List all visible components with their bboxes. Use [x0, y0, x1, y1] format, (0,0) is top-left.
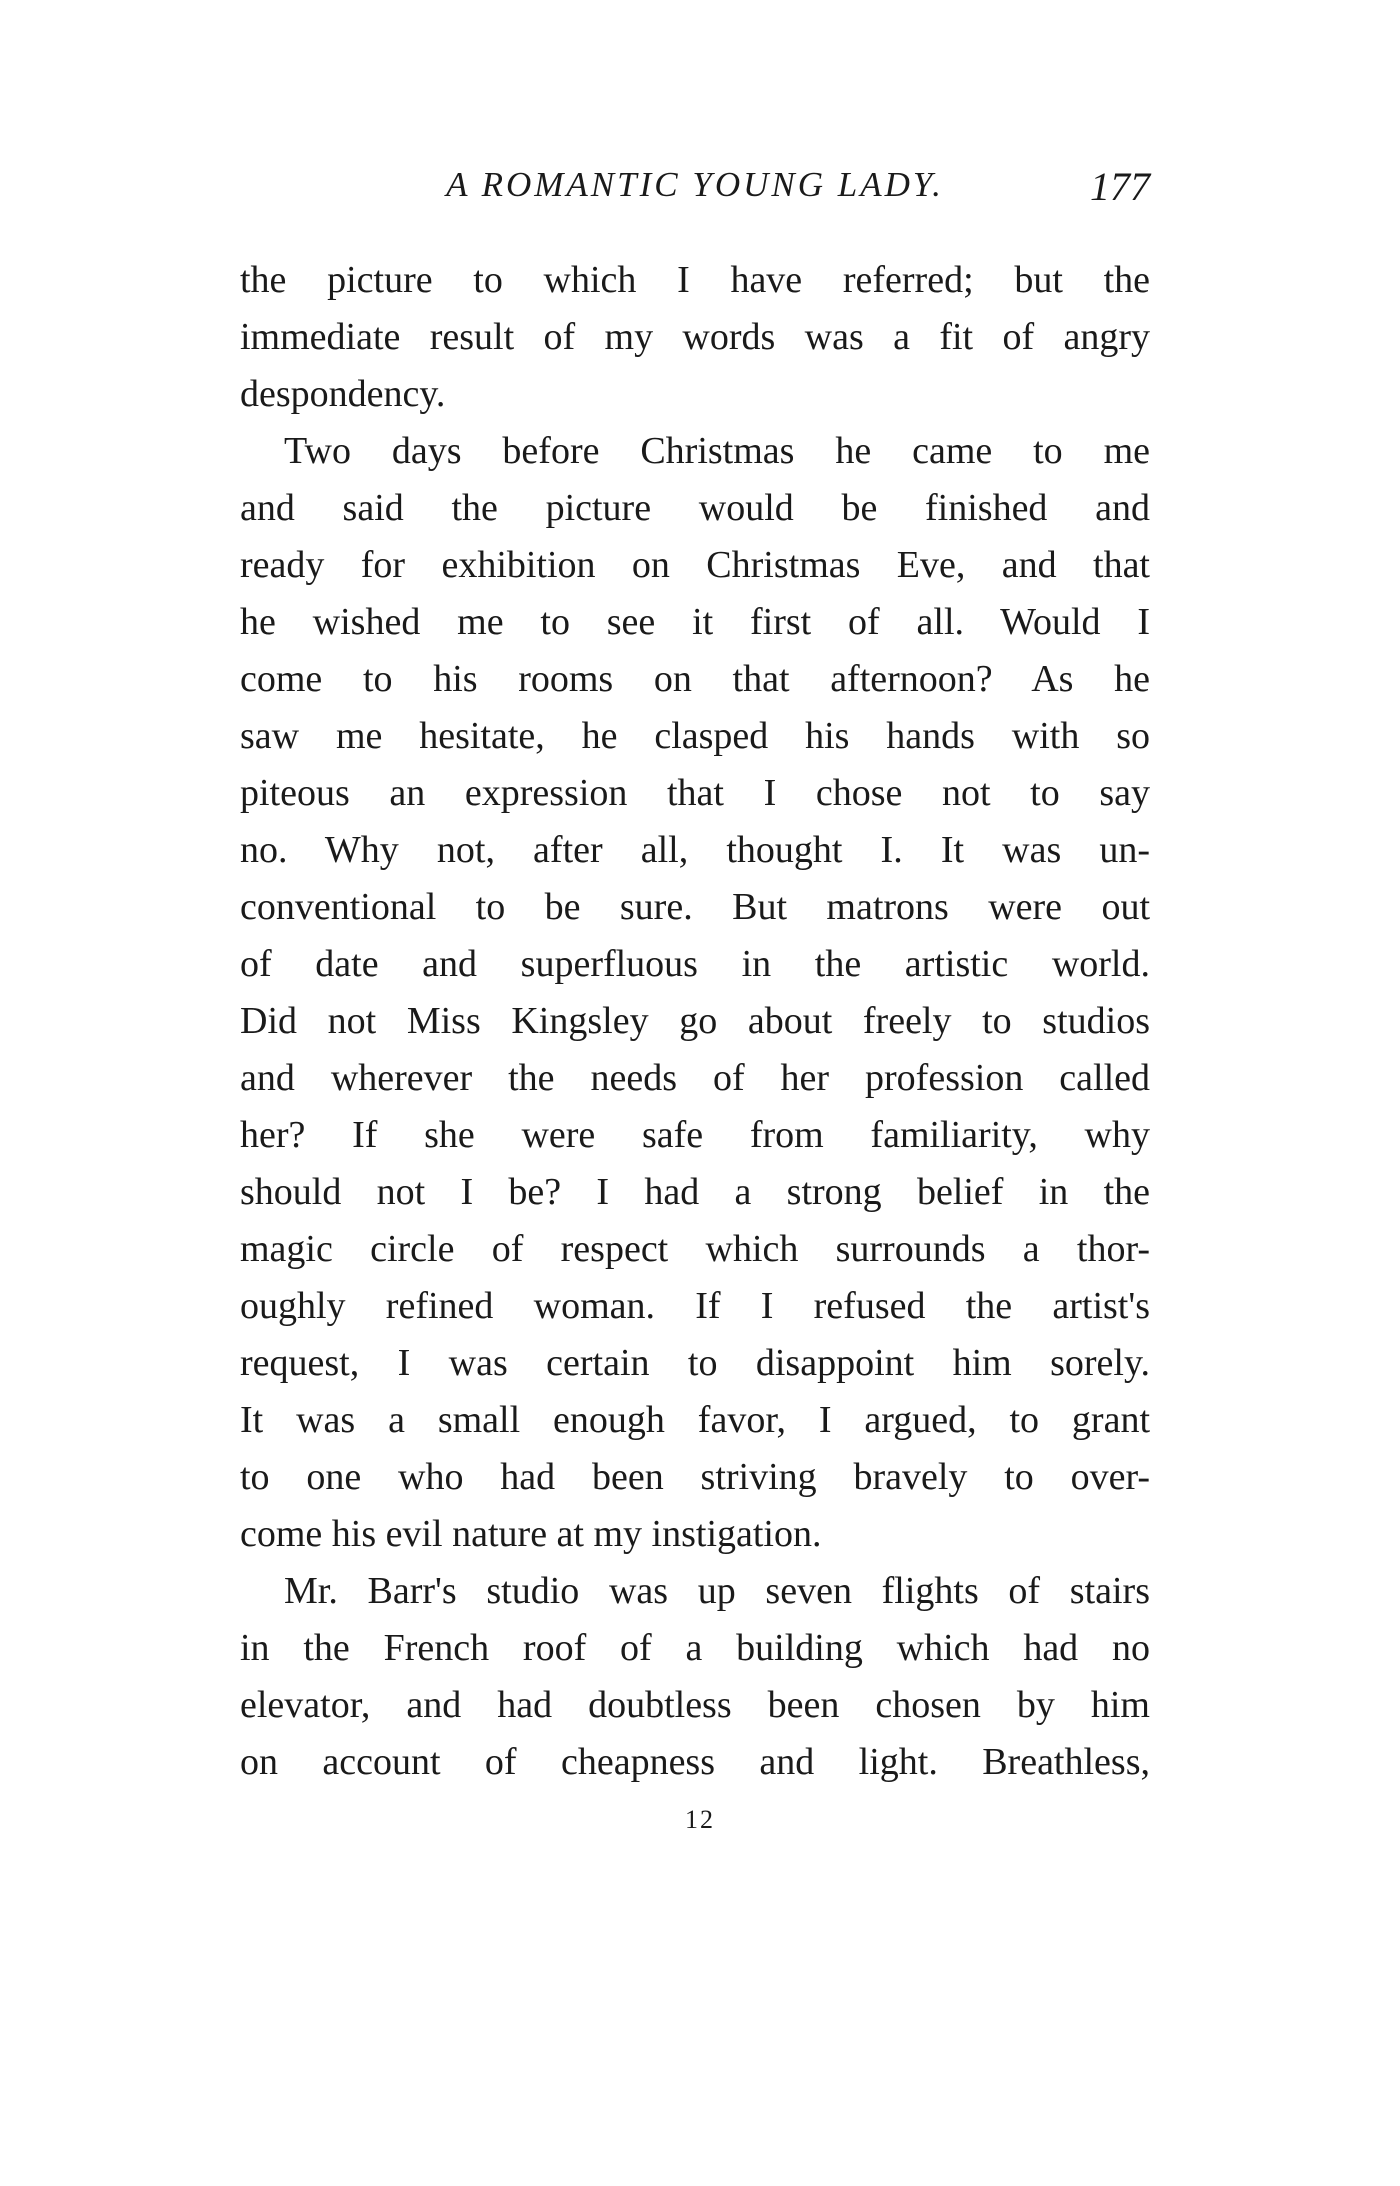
text-line: to one who had been striving bravely to over-: [240, 1456, 1150, 1498]
running-title: A ROMANTIC YOUNG LADY.: [446, 165, 944, 204]
text-line: come to his rooms on that afternoon? As he: [240, 658, 1150, 700]
text-line: elevator, and had doubtless been chosen by him: [240, 1684, 1150, 1726]
text-line: in the French roof of a building which had no: [240, 1627, 1150, 1669]
text-line: magic circle of respect which surrounds a thor-: [240, 1228, 1150, 1270]
text-line: request, I was certain to disappoint him sorely.: [240, 1342, 1150, 1384]
text-line: Did not Miss Kingsley go about freely to studios: [240, 1000, 1150, 1042]
text-line: of date and superfluous in the artistic world.: [240, 943, 1150, 985]
paragraph-first-line: Mr. Barr's studio was up seven flights of stairs: [284, 1570, 1150, 1612]
text-line: and said the picture would be finished and: [240, 487, 1150, 529]
text-line: no. Why not, after all, thought I. It was un-: [240, 829, 1150, 871]
text-line: the picture to which I have referred; but the: [240, 259, 1150, 301]
text-line: should not I be? I had a strong belief in the: [240, 1171, 1150, 1213]
text-line: It was a small enough favor, I argued, to grant: [240, 1399, 1150, 1441]
text-line: despondency.: [240, 373, 446, 415]
text-line: ready for exhibition on Christmas Eve, and that: [240, 544, 1150, 586]
signature-mark: 12: [685, 1805, 715, 1834]
text-line: piteous an expression that I chose not to say: [240, 772, 1150, 814]
text-line: he wished me to see it first of all. Would I: [240, 601, 1150, 643]
body-text: [240, 252, 1150, 1791]
paragraph-first-line: Two days before Christmas he came to me: [284, 430, 1150, 472]
text-line: and wherever the needs of her profession called: [240, 1057, 1150, 1099]
text-line: saw me hesitate, he clasped his hands with so: [240, 715, 1150, 757]
text-line: oughly refined woman. If I refused the artist's: [240, 1285, 1150, 1327]
page-number: 177: [1090, 164, 1150, 209]
text-line: her? If she were safe from familiarity, why: [240, 1114, 1150, 1156]
text-line: come his evil nature at my instigation.: [240, 1513, 822, 1555]
text-line: on account of cheapness and light. Breathless,: [240, 1741, 1150, 1783]
running-head: [240, 160, 1150, 210]
text-line: conventional to be sure. But matrons were out: [240, 886, 1150, 928]
text-line: immediate result of my words was a fit of angry: [240, 316, 1150, 358]
